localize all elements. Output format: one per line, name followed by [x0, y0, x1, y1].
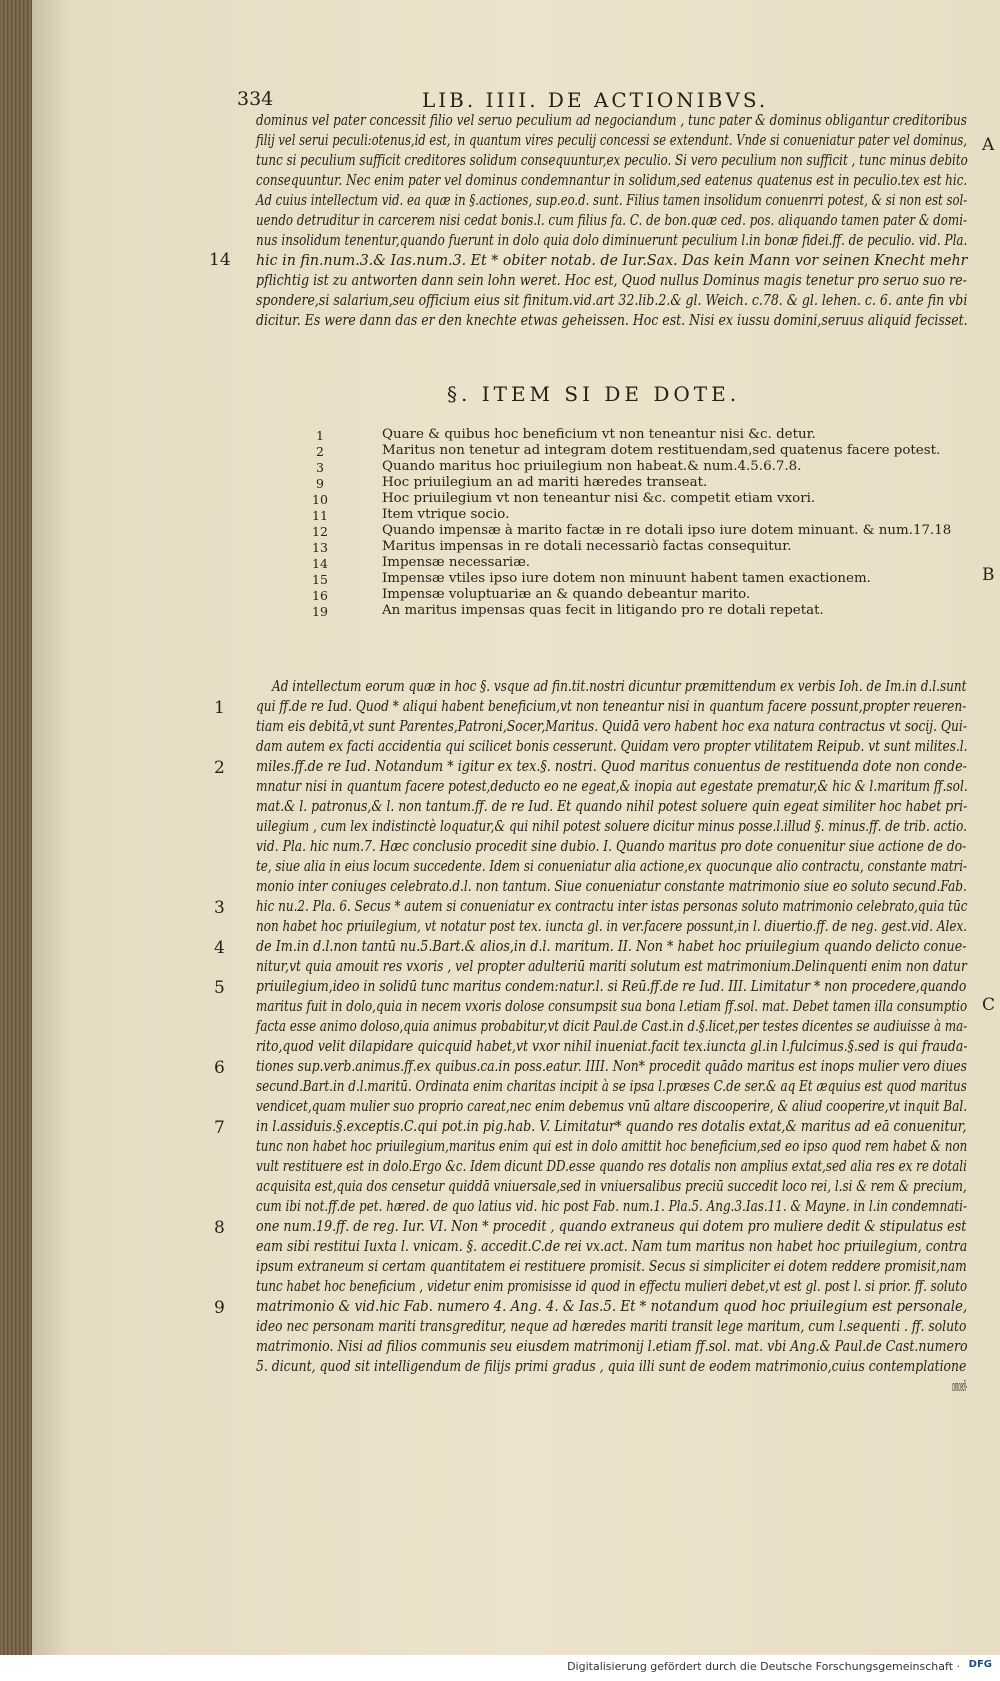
summary-text: Quando impensæ à marito factæ in re dotali ipso iure dotem minuant. & num.17.18	[382, 523, 952, 538]
summary-text: Maritus non tenetur ad integram dotem restituendam,sed quatenus facere potest.	[382, 443, 941, 458]
text-line: rito,quod velit dilapidare quicquid habet,vt vxor nihil inueniat.facit tex.iuncta gl.in l.fulcimus.§.sed is qui frauda-	[256, 1038, 968, 1055]
text-line: maritus fuit in dolo,quia in necem vxoris dolose consumpsit sua bona l.etiam ff.sol. mat. Debet tamen illa consumptio	[256, 998, 968, 1015]
text-line: vult restituere est in dolo.Ergo &c. Idem dicunt DD.esse quando res dotalis non amplius extat,sed alia res ex re dotali	[256, 1158, 967, 1175]
text-line: hic nu.2. Pla. 6. Secus * autem si conueniatur ex contractu inter istas personas soluto matrimonio celebrato,quia tūc	[256, 898, 968, 915]
summary-number: 2	[316, 444, 324, 459]
text-line: de Im.in d.l.non tantū nu.5.Bart.& alios,in d.l. maritum. II. Non * habet hoc priuilegium quando delicto conue-	[256, 938, 967, 955]
text-line: mat.& l. patronus,& l. non tantum.ff. de re Iud. Et quando nihil potest soluere quin egeat similiter hoc habet pri-	[256, 798, 968, 815]
catchword: concedi-	[952, 1378, 968, 1395]
summary-text: Item vtrique socio.	[382, 507, 510, 522]
side-letter-b: B	[982, 565, 995, 585]
text-line: ideo nec personam mariti transgreditur, neque ad hæredes mariti transit lege maritum, cum l.sequenti . ff. soluto	[256, 1318, 967, 1335]
text-line: mnatur nisi in quantum facere potest,deducto eo ne egeat,& inopia aut egestate prematur,& hic & l.maritum ff.sol.	[256, 778, 968, 795]
text-line: nus insolidum tenentur,quando fuerunt in dolo quia dolo diminuerunt peculium l.in bonæ fidei.ff. de peculio. vid. Pla.	[256, 232, 968, 249]
margin-number: 3	[214, 898, 225, 918]
text-line: hic in fin.num.3.& Ias.num.3. Et * obiter notab. de Iur.Sax. Das kein Mann vor seinen Knecht mehr	[256, 252, 968, 269]
margin-number: 8	[214, 1218, 225, 1238]
summary-text: Impensæ necessariæ.	[382, 555, 531, 570]
text-line: tunc si peculium sufficit creditores solidum consequuntur,ex peculio. Si vero peculium non sufficit , tunc minus debito	[256, 152, 968, 169]
text-line: dicitur. Es were dann das er den knechte etwas geheissen. Hoc est. Nisi ex iussu domini,seruus aliquid fecisset.	[256, 312, 968, 329]
text-line: spondere,si salarium,seu officium eius sit finitum.vid.art 32.lib.2.& gl. Weich. c.78. & gl. lehen. c. 6. ante fin vbi	[256, 292, 968, 309]
text-line: qui ff.de re Iud. Quod * aliqui habent beneficium,vt non teneantur nisi in quantum facere possunt,propter reueren-	[256, 698, 967, 715]
summary-number: 1	[316, 428, 324, 443]
text-line: priuilegium,ideo in solidū tunc maritus condem:natur.l. si Reū.ff.de re Iud. III. Limitatur * non procedere,quando	[256, 978, 967, 995]
summary-number: 9	[316, 476, 324, 491]
text-line: tunc non habet hoc priuilegium,maritus enim qui est in dolo amittit hoc beneficium,sed eo ipso quod rem habet & non	[256, 1138, 968, 1155]
margin-number: 14	[209, 250, 231, 270]
summary-text: Hoc priuilegium an ad mariti hæredes transeat.	[382, 475, 708, 490]
summary-number: 16	[312, 588, 328, 603]
text-line: 5. dicunt, quod sit intelligendum de filijs primi gradus , quia illi sunt de eodem matrimonio,cuius contemplatione	[256, 1358, 967, 1375]
margin-number: 1	[214, 698, 225, 718]
text-line: facta esse animo doloso,quia animus probabitur,vt dicit Paul.de Cast.in d.§.licet,per testes dicentes se audiuisse à ma-	[256, 1018, 968, 1035]
side-letter-c: C	[982, 995, 996, 1015]
summary-number: 10	[312, 492, 328, 507]
text-line: secund.Bart.in d.l.maritū. Ordinata enim charitas incipit à se ipsa l.præses C.de ser.& aq Et æquius est quod maritus	[256, 1078, 967, 1095]
book-page	[32, 0, 1000, 1655]
running-head: LIB. IIII. DE ACTIONIBVS.	[422, 88, 769, 112]
text-line: dominus vel pater concessit filio vel seruo peculium ad negociandum , tunc pater & dominus obligantur creditoribus	[256, 112, 967, 129]
text-line: non habet hoc priuilegium, vt notatur post tex. iuncta gl. in ver.facere possunt,in l. diuertio.ff. de neg. gest.vid. Alex.	[256, 918, 968, 935]
text-line: tiam eis debitā,vt sunt Parentes,Patroni,Socer,Maritus. Quidā vero habent hoc exa natura contractus vt socij. Qui-	[256, 718, 968, 735]
summary-number: 11	[312, 508, 328, 523]
text-line: ipsum extraneum si certam quantitatem ei restituere promisit. Secus si simpliciter ei dotem reddere promisit,nam	[256, 1258, 967, 1275]
text-line: vid. Pla. hic num.7. Hæc conclusio procedit sine dubio. I. Quando maritus pro dote conuenitur siue actione de do-	[256, 838, 967, 855]
summary-number: 3	[316, 460, 324, 475]
side-letter-a: A	[982, 135, 995, 155]
section-heading: §. ITEM SI DE DOTE.	[447, 382, 741, 406]
summary-text: Impensæ voluptuariæ an & quando debeantur marito.	[382, 587, 751, 602]
text-line: filij vel serui peculi:otenus,id est, in quantum vires peculij concessi se extendunt. Vnde si conueniatur pater vel dominus,	[256, 132, 967, 149]
summary-text: Quare & quibus hoc beneficium vt non teneantur nisi &c. detur.	[382, 427, 816, 442]
summary-number: 15	[312, 572, 328, 587]
summary-text: Quando maritus hoc priuilegium non habeat.& num.4.5.6.7.8.	[382, 459, 802, 474]
text-line: pflichtig ist zu antworten dann sein lohn weret. Hoc est, Quod nullus Dominus magis tenetur pro seruo suo re-	[256, 272, 967, 289]
text-line: in l.assiduis.§.exceptis.C.qui pot.in pig.hab. V. Limitatur* quando res dotalis extat,& maritus ad eā conuenitur,	[256, 1118, 967, 1135]
book-edge	[0, 0, 32, 1655]
page-number: 334	[237, 88, 274, 110]
margin-number: 2	[214, 758, 225, 778]
text-line: consequuntur. Nec enim pater vel dominus condemnantur in solidum,sed eatenus quatenus est in peculio.tex est hic.	[256, 172, 968, 189]
margin-number: 4	[214, 938, 225, 958]
text-line: nitur,vt quia amouit res vxoris , vel propter adulteriū mariti solutum est matrimonium.Delinquenti enim non datur	[256, 958, 967, 975]
text-line: eam sibi restitui Iuxta l. vnicam. §. accedit.C.de rei vx.act. Nam tum maritus non habet hoc priuilegium, contra	[256, 1238, 968, 1255]
text-line: tunc habet hoc beneficium , videtur enim promisisse id quod in effectu mulieri debet,vt est gl. post l. si prior. ff. soluto	[256, 1278, 968, 1295]
text-line: miles.ff.de re Iud. Notandum * igitur ex tex.§. nostri. Quod maritus conuentus de restituenda dote non conde-	[256, 758, 967, 775]
text-line: cum ibi not.ff.de pet. hæred. de quo latius vid. hic post Fab. num.1. Pla.5. Ang.3.Ias.11. & Mayne. in l.in condemnati-	[256, 1198, 968, 1215]
text-line: one num.19.ff. de reg. Iur. VI. Non * procedit , quando extraneus qui dotem pro muliere dedit & stipulatus est	[256, 1218, 967, 1235]
summary-number: 19	[312, 604, 328, 619]
summary-text: Impensæ vtiles ipso iure dotem non minuunt habent tamen exactionem.	[382, 571, 871, 586]
text-line: tiones sup.verb.animus.ff.ex quibus.ca.in poss.eatur. IIII. Non* procedit quādo maritus est inops mulier vero diues	[256, 1058, 967, 1075]
summary-text: Maritus impensas in re dotali necessariò factas consequitur.	[382, 539, 792, 554]
summary-number: 13	[312, 540, 328, 555]
summary-number: 12	[312, 524, 328, 539]
summary-text: An maritus impensas quas fecit in litigando pro re dotali repetat.	[382, 603, 824, 618]
text-line: vendicet,quam mulier suo proprio careat,nec enim debemus vnū altare discooperire, & aliud cooperire,vt inquit Bal.	[256, 1098, 968, 1115]
footer-credit: Digitalisierung gefördert durch die Deutsche Forschungsgemeinschaft ·	[567, 1660, 960, 1673]
text-line: Ad intellectum eorum quæ in hoc §. vsque ad fin.tit.nostri dicuntur præmittendum ex verbis Ioh. de Im.in d.l.sunt	[272, 678, 967, 695]
text-line: matrimonio. Nisi ad filios communis seu eiusdem matrimonij l.etiam ff.sol. mat. vbi Ang.& Paul.de Cast.numero	[256, 1338, 968, 1355]
margin-number: 7	[214, 1118, 225, 1138]
text-line: dam autem ex facti accidentia qui scilicet bonis cesserunt. Quidam vero propter vtilitatem Reipub. vt sunt milites.l.	[256, 738, 968, 755]
text-line: monio inter coniuges celebrato.d.l. non tantum. Siue conueniatur constante matrimonio siue eo soluto secund.Fab.	[256, 878, 967, 895]
text-line: uilegium , cum lex indistinctè loquatur,& qui nihil potest soluere dicitur minus posse.l.illud §. minus.ff. de trib. actio.	[256, 818, 967, 835]
margin-number: 5	[214, 978, 225, 998]
margin-number: 9	[214, 1298, 225, 1318]
summary-text: Hoc priuilegium vt non teneantur nisi &c. competit etiam vxori.	[382, 491, 816, 506]
text-line: Ad cuius intellectum vid. ea quæ in §.actiones, sup.eo.d. sunt. Filius tamen insolidum conuenrri potest, & si non est sol-	[256, 192, 968, 209]
text-line: te, siue alia in eius locum succedente. Idem si conueniatur alia actione,ex quocunque alio contractu, constante matri-	[256, 858, 968, 875]
text-line: acquisita est,quia dos censetur quiddā vniuersale,sed in vniuersalibus preciū succedit loco rei, l.si & rem & precium,	[256, 1178, 967, 1195]
summary-number: 14	[312, 556, 328, 571]
margin-number: 6	[214, 1058, 225, 1078]
dfg-logo: DFG	[968, 1659, 992, 1670]
text-line: matrimonio & vid.hic Fab. numero 4. Ang. 4. & Ias.5. Et * notandum quod hoc priuilegium est personale,	[256, 1298, 968, 1315]
text-line: uendo detruditur in carcerem nisi cedat bonis.l. cum filius fa. C. de bon.quæ ced. pos. aliquando tamen pater & domi-	[256, 212, 968, 229]
